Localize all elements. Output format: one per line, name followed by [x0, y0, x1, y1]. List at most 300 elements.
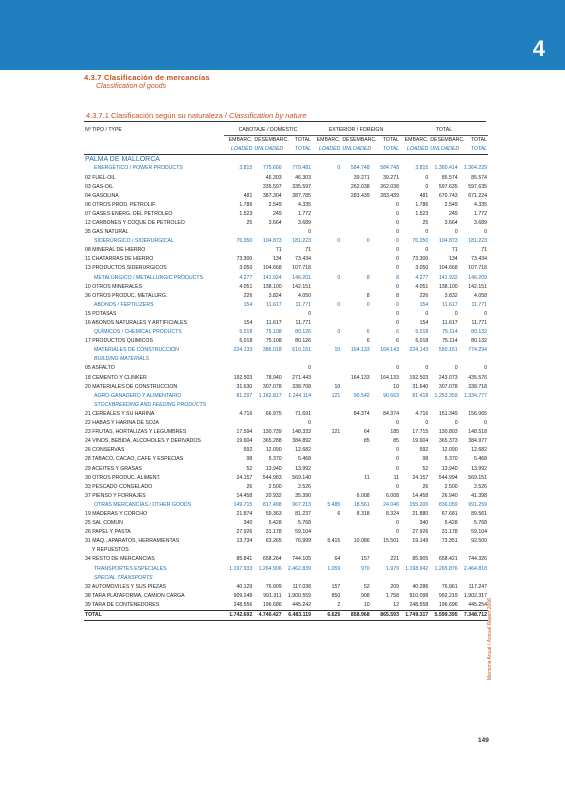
cell-value: 8: [396, 274, 399, 281]
cell-value: 262.038: [350, 183, 370, 190]
column-header-es: DESEMBARC.: [430, 137, 465, 144]
cell-value: 31.178: [265, 529, 282, 536]
cell-value: 11.617: [442, 301, 458, 308]
cell-value: 0: [396, 465, 399, 472]
cell-value: 98: [246, 456, 253, 463]
side-caption: [487, 598, 493, 680]
cell-value: 71: [305, 247, 311, 254]
table-row: [84, 283, 488, 292]
cell-value: 0: [366, 238, 370, 245]
cell-value: 0: [425, 310, 429, 317]
cell-value: [312, 519, 341, 528]
cell-value: 3.689: [474, 219, 487, 226]
cell-value: [312, 246, 341, 255]
cell-value: 5.018: [415, 329, 429, 336]
cell-value: 597.635: [468, 183, 487, 190]
table-row: [84, 519, 488, 528]
cell-value: 154: [419, 301, 429, 308]
cell-value: 209: [390, 583, 399, 590]
cell-value: 71: [451, 247, 458, 254]
cell-value: 0: [396, 456, 399, 463]
cell-value: 121: [331, 429, 341, 436]
cell-value: [224, 173, 253, 182]
cell-value: 80.126: [295, 338, 311, 345]
cell-value: 0: [484, 310, 487, 317]
cell-value: 481: [243, 192, 253, 199]
cell-value: 4.335: [474, 201, 487, 208]
cell-value: [312, 419, 341, 428]
cell-value: 76.909: [265, 583, 282, 590]
cell-value: 3.664: [268, 219, 282, 226]
cell-value: 4.335: [298, 201, 311, 208]
cell-value: 2.500: [268, 483, 282, 490]
cell-value: [312, 455, 341, 464]
column-header-en: TOTAL: [459, 145, 488, 155]
cell-value: 338.718: [468, 383, 487, 390]
cell-value: 19.604: [412, 438, 429, 445]
cell-value: [341, 383, 370, 392]
table-row: [84, 219, 488, 228]
cell-value: 544.983: [262, 474, 282, 481]
cell-value: 4.716: [415, 410, 429, 417]
cell-value: 73.434: [471, 256, 487, 263]
cell-value: [341, 255, 370, 264]
table-row: [84, 310, 488, 319]
side-caption-part1: Memoria Anual /: [487, 643, 493, 680]
table-row: [84, 210, 488, 219]
cell-value: 5.370: [444, 456, 458, 463]
cell-value: 0: [484, 229, 487, 236]
cell-value: 445.242: [292, 601, 311, 608]
cell-value: 4.277: [239, 274, 253, 281]
group-row: [84, 346, 488, 355]
cell-value: 12.090: [441, 447, 458, 454]
cell-value: [341, 364, 370, 373]
row-label: ENERGÉTICO / POWER PRODUCTS: [94, 165, 183, 172]
cell-value: [312, 337, 341, 346]
cell-value: 5.018: [239, 338, 253, 345]
cell-value: 1.253.359: [434, 392, 458, 399]
subsection-title-es: 4.3.7.1 Clasificación según su naturaleza: [86, 111, 223, 120]
column-header-en: UNLOADED: [429, 145, 458, 155]
cell-value: 774.294: [468, 347, 487, 354]
cell-value: [341, 264, 370, 273]
cell-value: 248.556: [233, 601, 253, 608]
cell-value: 89.561: [471, 510, 487, 517]
cell-value: 435.576: [468, 374, 487, 381]
cell-value: [312, 483, 341, 492]
cell-value: 0: [425, 229, 429, 236]
cell-value: 81.297: [236, 392, 253, 399]
cell-value: 224.133: [233, 347, 253, 354]
cell-value: 18.561: [353, 501, 370, 508]
cell-value: 569.151: [468, 474, 487, 481]
cell-value: 8.318: [356, 510, 370, 517]
cell-value: 1.772: [298, 210, 311, 217]
row-label: 23 FRUTAS, HORTALIZAS Y LEGUMBRES: [85, 429, 187, 436]
table-row: [84, 246, 488, 255]
table-row: [84, 419, 488, 428]
group-row: [84, 301, 488, 310]
cell-value: 5.768: [474, 520, 487, 527]
cell-value: 11.771: [471, 320, 487, 327]
cell-value: 10: [334, 347, 341, 354]
cell-value: 0: [425, 247, 429, 254]
cell-value: 0: [396, 365, 399, 372]
group-row: [84, 501, 488, 510]
cell-value: 76.350: [236, 238, 253, 245]
cell-value: 164.133: [350, 374, 370, 381]
table-row: [84, 437, 488, 446]
cell-value: 243.073: [438, 374, 458, 381]
cell-value: 2.462.839: [287, 565, 311, 572]
cell-value: 283.439: [380, 192, 399, 199]
cell-value: 910.098: [409, 592, 429, 599]
cell-value: 31.640: [412, 383, 429, 390]
cell-value: 1.772: [474, 210, 487, 217]
row-label: 20 MATERIALES DE CONSTRUCCION: [85, 383, 178, 390]
cell-value: 8: [396, 292, 399, 299]
row-label: 22 HABAS Y HARINA DE SOJA: [85, 420, 159, 427]
cell-value: 1.360.414: [434, 165, 458, 172]
cell-value: 154: [419, 320, 429, 327]
table-row: [84, 601, 488, 611]
cell-value: 11: [393, 474, 399, 481]
cell-value: 10: [363, 601, 370, 608]
table-row: [84, 483, 488, 492]
cell-value: 148.333: [292, 429, 311, 436]
cell-value: [224, 419, 253, 428]
row-label: 31 MAQ., APARATOS, HERRAMIENTAS: [85, 538, 180, 545]
row-label: 36 OTROS PRODUC. METALURG.: [85, 292, 168, 299]
cell-value: 149.715: [233, 501, 253, 508]
cell-value: 226: [419, 292, 429, 299]
cell-value: 81.418: [412, 392, 429, 399]
cell-value: 0: [396, 320, 399, 327]
column-header-en: LOADED: [400, 145, 429, 155]
cell-value: 592: [419, 447, 429, 454]
cell-value: 85.841: [236, 556, 253, 563]
cell-value: 670.743: [438, 192, 458, 199]
cell-value: 2.500: [444, 483, 458, 490]
cell-value: 71: [481, 247, 487, 254]
cell-value: 6.008: [356, 492, 370, 499]
cell-value: 71: [275, 247, 282, 254]
cell-value: 262.038: [380, 183, 399, 190]
side-caption-part2: Annual Report: [487, 610, 493, 643]
cell-value: [312, 292, 341, 301]
group-row: [84, 565, 488, 574]
table-row: [84, 410, 488, 419]
cell-value: 104.668: [438, 265, 458, 272]
cell-value: 1.059: [327, 565, 341, 572]
cell-value: 78.940: [265, 374, 282, 381]
cell-value: [312, 319, 341, 328]
cell-value: 196.696: [438, 601, 458, 608]
cell-value: 2.526: [474, 483, 487, 490]
cell-value: [312, 528, 341, 537]
cell-value: 64: [363, 429, 370, 436]
cell-value: [312, 474, 341, 483]
cell-value: 671.224: [468, 192, 487, 199]
cell-value: [341, 528, 370, 537]
cell-value: [341, 419, 370, 428]
column-header-es: TOTAL: [470, 137, 487, 144]
cell-value: 64: [334, 556, 341, 563]
table-row: [84, 537, 488, 546]
row-label-secondary: Y REPUESTOS: [92, 547, 129, 554]
cell-value: [341, 228, 370, 237]
cell-value: [312, 210, 341, 219]
cell-value: 75.108: [265, 329, 282, 336]
cell-value: 63.265: [265, 538, 282, 545]
cell-value: [224, 246, 253, 255]
column-header-es: TOTAL: [382, 137, 399, 144]
cell-value: 0: [396, 301, 399, 308]
table-row: [84, 255, 488, 264]
cell-value: 156.065: [468, 410, 487, 417]
cell-value: [341, 283, 370, 292]
cell-value: 0: [396, 447, 399, 454]
cell-value: 2.464.818: [463, 565, 487, 572]
cell-value: 3.689: [298, 219, 311, 226]
cell-value: 365.288: [262, 438, 282, 445]
column-header-es: DESEMBARC.: [254, 137, 289, 144]
table-row: [84, 201, 488, 210]
row-label: 34 RESTO DE MERCANCIAS: [85, 556, 155, 563]
cell-value: 13.734: [236, 538, 253, 545]
cell-value: 0: [308, 310, 311, 317]
cell-value: 5.485: [327, 501, 341, 508]
cell-value: 85.574: [441, 174, 458, 181]
cell-value: 584.748: [380, 165, 399, 172]
row-label: 24 VINOS, BEBIDA, ALCOHOLES Y DERIVADOS: [85, 438, 201, 445]
cell-value: 3.664: [444, 219, 458, 226]
cell-value: 1.198.942: [405, 565, 429, 572]
row-label: 28 TABACO, CACAO, CAFE Y ESPECIAS: [85, 456, 184, 463]
cell-value: 1.523: [239, 210, 253, 217]
cell-value: 85: [363, 438, 370, 445]
cell-value: 11.617: [266, 320, 282, 327]
cell-value: 658.264: [262, 556, 282, 563]
cell-value: 19.149: [412, 538, 429, 545]
cell-value: 249: [448, 210, 458, 217]
column-header-row-en: [84, 145, 488, 155]
cell-value: 121: [331, 392, 341, 399]
cell-value: 1.244.114: [288, 392, 311, 399]
cell-value: 991.259: [468, 501, 487, 508]
row-label: 37 PIENSO Y FORRAJES: [85, 492, 146, 499]
group-row: [84, 328, 488, 337]
table-row: [84, 183, 488, 192]
cell-value: 157: [360, 556, 370, 563]
cell-value: 104.873: [438, 238, 458, 245]
cell-value: 0: [337, 238, 341, 245]
row-label-secondary: STOCKBREEDING AND FEEDING PRODUCTS: [94, 401, 207, 408]
cell-value: 92.500: [471, 538, 487, 545]
cell-value: 0: [454, 365, 458, 372]
cell-value: 15.501: [383, 538, 399, 545]
cell-value: 0: [337, 301, 341, 308]
column-header-en: UNLOADED: [341, 145, 370, 155]
cell-value: 117.247: [468, 583, 487, 590]
cell-value: 386.018: [262, 347, 282, 354]
cell-value: [224, 364, 253, 373]
cell-value: 157: [331, 583, 341, 590]
cell-value: 24.157: [236, 474, 253, 481]
table-row: [84, 592, 488, 601]
cell-value: 11.771: [471, 301, 487, 308]
cell-value: 384.892: [292, 438, 311, 445]
cell-value: 13.940: [441, 465, 458, 472]
cell-value: 181.223: [468, 238, 487, 245]
cell-value: 0: [396, 229, 399, 236]
cell-value: 1.334.777: [463, 392, 487, 399]
cell-value: 14.458: [236, 492, 253, 499]
cell-value: 224.143: [409, 347, 429, 354]
group-row: [84, 164, 488, 173]
column-header-en: LOADED: [224, 145, 253, 155]
cell-value: [312, 183, 341, 192]
cell-value: 12.682: [295, 447, 311, 454]
row-label: 15 POTASAS: [85, 310, 117, 317]
cell-value: 1.742.692: [224, 610, 253, 620]
cell-value: 52: [422, 465, 429, 472]
column-header-row-es: [84, 136, 488, 146]
column-header-es: DESEMBARC.: [342, 137, 377, 144]
cell-value: 192.503: [409, 374, 429, 381]
cell-value: 0: [454, 229, 458, 236]
cell-value: 4.716: [239, 410, 253, 417]
cell-value: 226: [243, 292, 253, 299]
cell-value: 970: [360, 565, 370, 572]
cell-value: 0: [425, 174, 429, 181]
cell-value: 5.468: [298, 456, 311, 463]
row-label: 13 PRODUCTOS SIDERURGICOS: [85, 265, 167, 272]
cell-value: 76.999: [295, 538, 311, 545]
cell-value: 11.617: [442, 320, 458, 327]
cell-value: 11.617: [266, 301, 282, 308]
cell-value: 130.739: [262, 429, 282, 436]
row-label: 10 OTROS MINERALES: [85, 283, 143, 290]
cell-value: 775.666: [262, 165, 282, 172]
cell-value: [341, 219, 370, 228]
cell-value: 26: [246, 483, 253, 490]
cell-value: [312, 446, 341, 455]
row-label: TRANSPORTES ESPECIALES: [94, 565, 167, 572]
cell-value: 569.140: [292, 474, 311, 481]
cell-value: 76.961: [441, 583, 458, 590]
cell-value: 31.178: [441, 529, 458, 536]
row-label: 18 CEMENTO Y CLINKER: [85, 374, 147, 381]
cell-value: 0: [396, 310, 399, 317]
cell-value: 481: [419, 192, 429, 199]
cell-value: [312, 283, 341, 292]
cell-value: 1.786: [415, 201, 429, 208]
table-row: [84, 173, 488, 182]
cell-value: 107.718: [292, 265, 311, 272]
cell-value: 27.926: [236, 529, 253, 536]
cell-value: 1.979: [385, 565, 399, 572]
cell-value: [312, 410, 341, 419]
row-label: TOTAL: [84, 610, 224, 620]
cell-value: [224, 228, 253, 237]
cell-value: 138.100: [262, 283, 282, 290]
cell-value: 141.924: [262, 274, 282, 281]
cell-value: 98: [422, 456, 429, 463]
row-continuation: [84, 401, 488, 410]
cell-value: [312, 173, 341, 182]
cell-value: 283.439: [350, 192, 370, 199]
row-label: 08 MINERAL DE HIERRO: [85, 247, 146, 254]
cell-value: 146.201: [292, 274, 311, 281]
column-header-es: EMBARC.: [404, 137, 429, 144]
cell-value: 2.526: [298, 483, 311, 490]
cell-value: 610.151: [292, 347, 311, 354]
cell-value: 39.271: [383, 174, 399, 181]
cell-value: [341, 201, 370, 210]
cell-value: 307.078: [438, 383, 458, 390]
cell-value: 779.481: [292, 165, 311, 172]
cell-value: [312, 228, 341, 237]
cell-value: 0: [308, 420, 311, 427]
cell-value: 6: [337, 510, 341, 517]
row-label-secondary: SPECIAL TRANSPORTS: [94, 574, 153, 581]
cell-value: [341, 310, 370, 319]
row-label: 11 CHATARRAS DE HIERRO: [85, 256, 154, 263]
cell-value: 991.311: [263, 592, 282, 599]
cell-value: 335.597: [262, 183, 282, 190]
cell-value: 5.428: [444, 520, 458, 527]
group-row: [84, 237, 488, 246]
cell-value: 445.254: [468, 601, 487, 608]
row-label: QUÍMICOS / CHEMICAL PRODUCTS: [94, 329, 182, 336]
row-continuation: [84, 546, 488, 555]
cell-value: 14.458: [412, 492, 429, 499]
cell-value: 8.324: [385, 510, 399, 517]
cell-value: 10.086: [353, 538, 370, 545]
cell-value: 164.143: [380, 347, 399, 354]
cell-value: 59.104: [295, 529, 311, 536]
cell-value: 13.940: [265, 465, 282, 472]
cell-value: 0: [337, 274, 341, 281]
cell-value: 5.468: [474, 456, 487, 463]
cell-value: 148.518: [468, 429, 487, 436]
cell-value: 5.415: [327, 538, 341, 545]
cell-value: 3.050: [415, 265, 429, 272]
cell-value: 21.874: [236, 510, 253, 517]
cell-value: [312, 264, 341, 273]
cell-value: 4.051: [415, 283, 429, 290]
table-row: [84, 374, 488, 383]
cell-value: [312, 219, 341, 228]
cell-value: 0: [454, 310, 458, 317]
cell-value: 335.597: [292, 183, 311, 190]
table-row: [84, 510, 488, 519]
cell-value: 146.209: [468, 274, 487, 281]
cell-value: 24.046: [383, 501, 399, 508]
group-header-total: TOTAL: [400, 126, 488, 136]
group-row: [84, 392, 488, 401]
cell-value: 40.286: [412, 583, 429, 590]
total-row: [84, 610, 488, 620]
cell-value: 0: [396, 420, 399, 427]
row-label: 06 OTROS PROD. PETROLIF.: [85, 201, 157, 208]
row-label: ABONOS / FERTILIZERS: [94, 301, 154, 308]
row-label-secondary: BUILDING MATERIALS: [94, 356, 149, 363]
cell-value: 27.926: [412, 529, 429, 536]
cell-value: 85.905: [412, 556, 429, 563]
